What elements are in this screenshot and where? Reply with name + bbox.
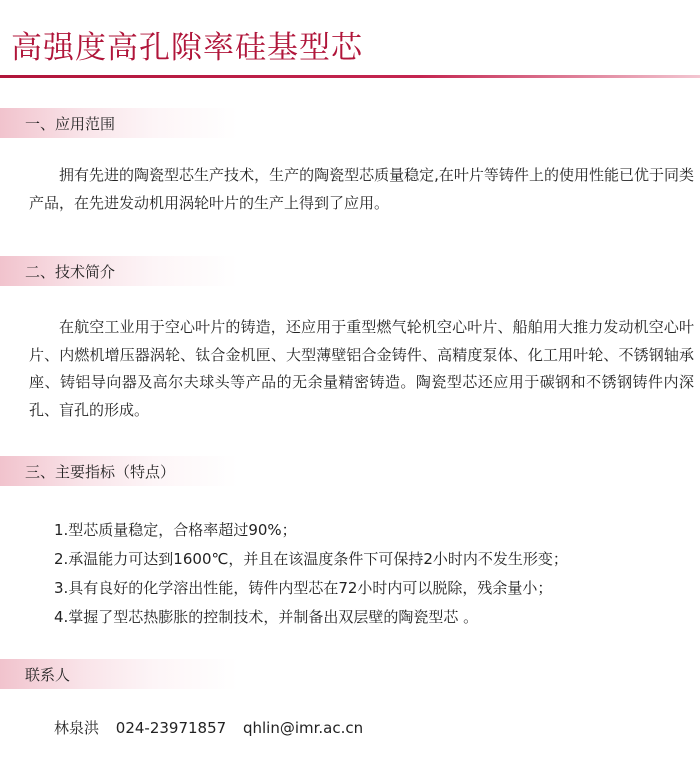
contact-phone: 024-23971857 [115,719,227,737]
section-header-main-indicators [0,456,700,486]
indicator-item: 1.型芯质量稳定，合格率超过90%； [54,521,297,539]
section-header-application-scope [0,108,700,138]
section-heading: 联系人 [25,666,71,684]
tech-intro-paragraph: 在航空工业用于空心叶片的铸造，还应用于重型燃气轮机空心叶片、船舶用大推力发动机空心叶片、内燃机增压器涡轮、钛合金机匣、大型薄壁铝合金铸件、高精度泵体、化工用叶轮、不锈钢轴承座、铸铝导向器及高尔夫球头等产品的无余量精密铸造。陶瓷型芯还应用于碳钢和不锈钢铸件内深孔、盲孔的形成。 [29,318,694,419]
indicator-item: 4.掌握了型芯热膨胀的控制技术，并制备出双层壁的陶瓷型芯 。 [54,608,479,626]
application-scope-paragraph: 拥有先进的陶瓷型芯生产技术，生产的陶瓷型芯质量稳定,在叶片等铸件上的使用性能已优于同类产品，在先进发动机用涡轮叶片的生产上得到了应用。 [29,166,694,212]
indicator-item: 3.具有良好的化学溶出性能，铸件内型芯在72小时内可以脱除，残余量小； [54,579,553,597]
section-header-contact [0,659,700,689]
section-header-tech-intro [0,256,700,286]
indicator-item: 2.承温能力可达到1600℃，并且在该温度条件下可保持2小时内不发生形变； [54,550,568,568]
title-divider [0,75,700,78]
contact-line [54,717,363,738]
contact-name: 林泉洪 [54,719,100,737]
page-title: 高强度高孔隙率硅基型芯 [11,30,363,66]
section-heading: 一、应用范围 [25,115,116,133]
section-heading: 二、技术简介 [25,263,116,281]
section-heading: 三、主要指标（特点） [25,463,176,481]
contact-email[interactable]: qhlin@imr.ac.cn [242,719,364,737]
